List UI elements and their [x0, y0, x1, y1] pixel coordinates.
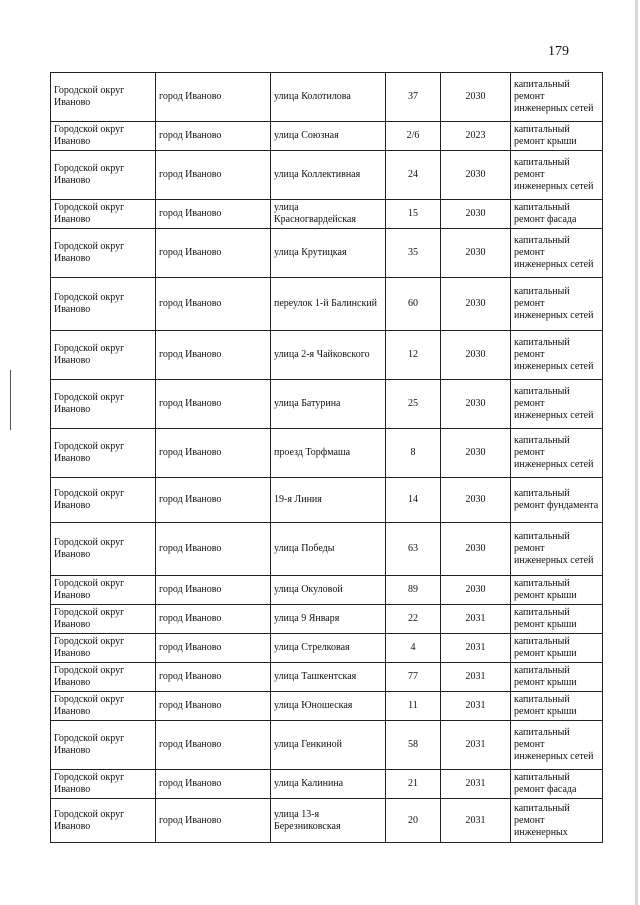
district-cell: Городской округ Иваново: [51, 331, 156, 380]
street-cell: переулок 1-й Балинский: [271, 278, 386, 331]
house-number-cell: 11: [386, 692, 441, 721]
street-cell: улица Окуловой: [271, 576, 386, 605]
work-type-cell: капитальный ремонт инженерных сетей: [511, 429, 603, 478]
work-type-cell: капитальный ремонт крыши: [511, 576, 603, 605]
district-cell: Городской округ Иваново: [51, 634, 156, 663]
street-cell: улица Генкиной: [271, 721, 386, 770]
table-row: [51, 122, 603, 151]
work-type-cell: капитальный ремонт крыши: [511, 692, 603, 721]
work-type-cell: капитальный ремонт инженерных сетей: [511, 380, 603, 429]
district-cell: Городской округ Иваново: [51, 692, 156, 721]
district-cell: Городской округ Иваново: [51, 229, 156, 278]
district-cell: Городской округ Иваново: [51, 278, 156, 331]
house-number-cell: 8: [386, 429, 441, 478]
work-type-cell: капитальный ремонт инженерных сетей: [511, 721, 603, 770]
district-cell: Городской округ Иваново: [51, 576, 156, 605]
table-row: [51, 692, 603, 721]
year-cell: 2030: [441, 200, 511, 229]
house-number-cell: 35: [386, 229, 441, 278]
year-cell: 2031: [441, 721, 511, 770]
house-number-cell: 22: [386, 605, 441, 634]
table-row: [51, 663, 603, 692]
work-type-cell: капитальный ремонт инженерных сетей: [511, 73, 603, 122]
district-cell: Городской округ Иваново: [51, 770, 156, 799]
city-cell: город Иваново: [156, 576, 271, 605]
street-cell: улица Красногвардейская: [271, 200, 386, 229]
city-cell: город Иваново: [156, 229, 271, 278]
work-type-cell: капитальный ремонт крыши: [511, 122, 603, 151]
year-cell: 2031: [441, 605, 511, 634]
city-cell: город Иваново: [156, 278, 271, 331]
year-cell: 2030: [441, 73, 511, 122]
work-type-cell: капитальный ремонт крыши: [511, 663, 603, 692]
year-cell: 2030: [441, 380, 511, 429]
table-row: [51, 770, 603, 799]
street-cell: улица Союзная: [271, 122, 386, 151]
house-number-cell: 24: [386, 151, 441, 200]
year-cell: 2030: [441, 278, 511, 331]
city-cell: город Иваново: [156, 634, 271, 663]
house-number-cell: 58: [386, 721, 441, 770]
street-cell: улица 2-я Чайковского: [271, 331, 386, 380]
city-cell: город Иваново: [156, 200, 271, 229]
work-type-cell: капитальный ремонт крыши: [511, 634, 603, 663]
work-type-cell: капитальный ремонт крыши: [511, 605, 603, 634]
city-cell: город Иваново: [156, 478, 271, 523]
house-number-cell: 25: [386, 380, 441, 429]
table-row: [51, 523, 603, 576]
street-cell: улица Ташкентская: [271, 663, 386, 692]
district-cell: Городской округ Иваново: [51, 73, 156, 122]
house-number-cell: 21: [386, 770, 441, 799]
house-number-cell: 14: [386, 478, 441, 523]
city-cell: город Иваново: [156, 331, 271, 380]
street-cell: проезд Торфмаша: [271, 429, 386, 478]
district-cell: Городской округ Иваново: [51, 523, 156, 576]
city-cell: город Иваново: [156, 429, 271, 478]
year-cell: 2031: [441, 663, 511, 692]
table-row: [51, 634, 603, 663]
table-row: [51, 151, 603, 200]
house-number-cell: 63: [386, 523, 441, 576]
city-cell: город Иваново: [156, 799, 271, 843]
city-cell: город Иваново: [156, 692, 271, 721]
street-cell: улица Крутицкая: [271, 229, 386, 278]
city-cell: город Иваново: [156, 770, 271, 799]
district-cell: Городской округ Иваново: [51, 799, 156, 843]
table-row: [51, 478, 603, 523]
house-number-cell: 60: [386, 278, 441, 331]
street-cell: улица Коллективная: [271, 151, 386, 200]
district-cell: Городской округ Иваново: [51, 151, 156, 200]
district-cell: Городской округ Иваново: [51, 122, 156, 151]
street-cell: улица Батурина: [271, 380, 386, 429]
street-cell: улица Калинина: [271, 770, 386, 799]
year-cell: 2030: [441, 576, 511, 605]
work-type-cell: капитальный ремонт инженерных: [511, 799, 603, 843]
table-row: [51, 380, 603, 429]
table-row: [51, 605, 603, 634]
year-cell: 2031: [441, 799, 511, 843]
district-cell: Городской округ Иваново: [51, 200, 156, 229]
page-number: 179: [548, 44, 569, 59]
city-cell: город Иваново: [156, 663, 271, 692]
street-cell: улица Победы: [271, 523, 386, 576]
work-type-cell: капитальный ремонт инженерных сетей: [511, 278, 603, 331]
house-number-cell: 77: [386, 663, 441, 692]
district-cell: Городской округ Иваново: [51, 478, 156, 523]
street-cell: улица Стрелковая: [271, 634, 386, 663]
year-cell: 2030: [441, 151, 511, 200]
district-cell: Городской округ Иваново: [51, 429, 156, 478]
repair-schedule-table: [50, 72, 603, 843]
scan-margin-mark: [10, 370, 11, 430]
year-cell: 2030: [441, 478, 511, 523]
district-cell: Городской округ Иваново: [51, 721, 156, 770]
table-row: [51, 278, 603, 331]
work-type-cell: капитальный ремонт фасада: [511, 770, 603, 799]
work-type-cell: капитальный ремонт инженерных сетей: [511, 229, 603, 278]
table-row: [51, 429, 603, 478]
city-cell: город Иваново: [156, 721, 271, 770]
city-cell: город Иваново: [156, 73, 271, 122]
table-row: [51, 576, 603, 605]
street-cell: улица 13-я Березниковская: [271, 799, 386, 843]
table-row: [51, 799, 603, 843]
year-cell: 2023: [441, 122, 511, 151]
year-cell: 2030: [441, 229, 511, 278]
house-number-cell: 2/6: [386, 122, 441, 151]
work-type-cell: капитальный ремонт инженерных сетей: [511, 151, 603, 200]
street-cell: 19-я Линия: [271, 478, 386, 523]
house-number-cell: 12: [386, 331, 441, 380]
street-cell: улица Юношеская: [271, 692, 386, 721]
house-number-cell: 89: [386, 576, 441, 605]
city-cell: город Иваново: [156, 380, 271, 429]
year-cell: 2030: [441, 429, 511, 478]
work-type-cell: капитальный ремонт фасада: [511, 200, 603, 229]
work-type-cell: капитальный ремонт инженерных сетей: [511, 331, 603, 380]
scan-edge-shadow: [635, 0, 638, 905]
house-number-cell: 15: [386, 200, 441, 229]
house-number-cell: 20: [386, 799, 441, 843]
city-cell: город Иваново: [156, 122, 271, 151]
city-cell: город Иваново: [156, 523, 271, 576]
city-cell: город Иваново: [156, 605, 271, 634]
year-cell: 2031: [441, 770, 511, 799]
district-cell: Городской округ Иваново: [51, 663, 156, 692]
work-type-cell: капитальный ремонт фундамента: [511, 478, 603, 523]
year-cell: 2030: [441, 331, 511, 380]
year-cell: 2030: [441, 523, 511, 576]
street-cell: улица 9 Января: [271, 605, 386, 634]
district-cell: Городской округ Иваново: [51, 605, 156, 634]
city-cell: город Иваново: [156, 151, 271, 200]
year-cell: 2031: [441, 692, 511, 721]
table-row: [51, 229, 603, 278]
work-type-cell: капитальный ремонт инженерных сетей: [511, 523, 603, 576]
house-number-cell: 37: [386, 73, 441, 122]
table-row: [51, 73, 603, 122]
street-cell: улица Колотилова: [271, 73, 386, 122]
table-row: [51, 721, 603, 770]
table-row: [51, 200, 603, 229]
year-cell: 2031: [441, 634, 511, 663]
table-body: [51, 73, 603, 843]
district-cell: Городской округ Иваново: [51, 380, 156, 429]
house-number-cell: 4: [386, 634, 441, 663]
table-row: [51, 331, 603, 380]
